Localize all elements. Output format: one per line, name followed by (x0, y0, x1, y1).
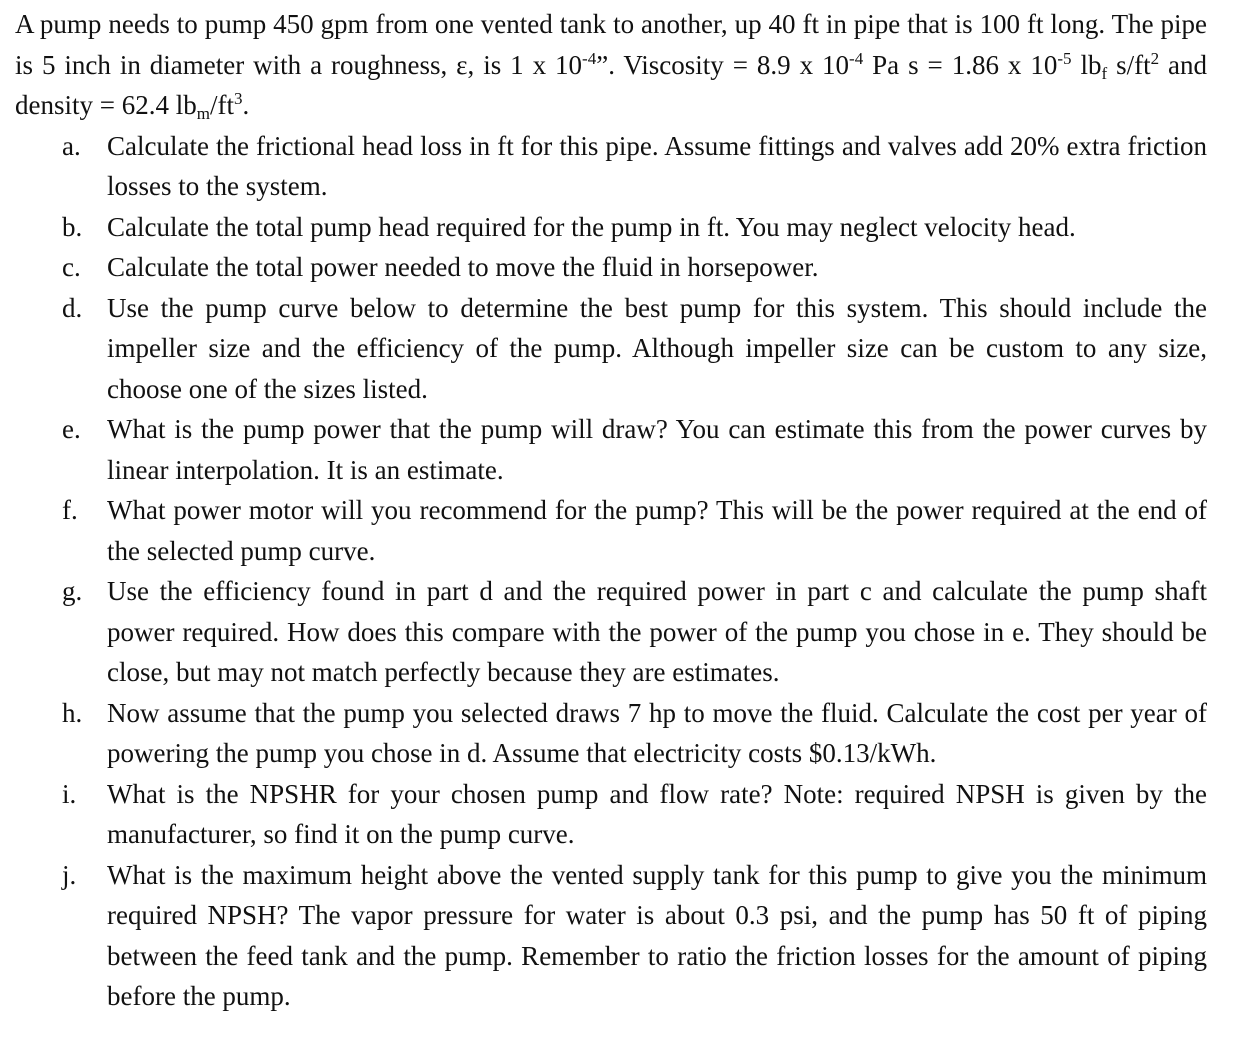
question-label: b. (62, 211, 83, 242)
intro-text: A pump needs to pump 450 gpm from one vented tank to another, up 40 ft in pipe that is 100 ft long. The pipe is 5 inch in diameter with a roughness, ε, is 1 x 10 (15, 9, 1207, 80)
question-item (15, 490, 1207, 571)
question-text: What is the pump power that the pump will draw? You can estimate this from the power curves by linear interpolation. It is an estimate. (107, 414, 1207, 485)
question-text: Calculate the total pump head required for the pump in ft. You may neglect velocity head. (107, 211, 1076, 242)
question-text: Calculate the total power needed to move the fluid in horsepower. (107, 252, 819, 282)
intro-text: /ft (209, 90, 234, 120)
question-item (15, 774, 1207, 855)
exponent: -4 (582, 48, 597, 68)
question-text: Calculate the frictional head loss in ft for this pipe. Assume fittings and valves add 20% extra friction losses to the system. (107, 130, 1207, 201)
exponent: -4 (849, 48, 864, 68)
question-item (15, 693, 1207, 774)
intro-text: lb (1071, 49, 1102, 80)
question-label: f. (62, 495, 78, 525)
exponent: 2 (1150, 48, 1160, 68)
question-item (15, 288, 1207, 410)
question-item (15, 126, 1207, 207)
question-text: What power motor will you recommend for the pump? This will be the power required at the end of the selected pump curve. (107, 495, 1207, 566)
question-label: i. (62, 778, 77, 809)
question-label: j. (62, 859, 77, 890)
question-item (15, 409, 1207, 490)
intro-text: Pa s = 1.86 x 10 (863, 49, 1058, 80)
problem-document (15, 4, 1207, 1017)
question-item (15, 207, 1207, 248)
subscript: f (1101, 63, 1108, 83)
question-text: Use the pump curve below to determine the best pump for this system. This should include the impeller size and the efficiency of the pump. Although impeller size can be custom to any size, choose one of the sizes listed. (107, 292, 1207, 404)
problem-statement (15, 4, 1207, 126)
question-item (15, 571, 1207, 693)
subscript: m (196, 104, 210, 123)
question-item (15, 247, 1207, 288)
exponent: -5 (1057, 48, 1072, 68)
question-text: Now assume that the pump you selected draws 7 hp to move the fluid. Calculate the cost per year of powering the pump you chose in d. Assume that electricity costs $0.13/kWh. (107, 697, 1207, 768)
intro-text: ”. Viscosity = 8.9 x 10 (596, 49, 850, 80)
question-text: Use the efficiency found in part d and the required power in part c and calculate the pump shaft power required. How does this compare with the power of the pump you chose in e. They should be close, but may not match perfectly because they are estimates. (107, 576, 1207, 687)
question-label: d. (62, 292, 83, 323)
question-item (15, 855, 1207, 1017)
exponent: 3 (233, 89, 243, 108)
question-label: c. (62, 252, 81, 282)
question-label: g. (62, 576, 83, 606)
intro-text: and density = 62.4 lb (15, 49, 1208, 120)
question-label: h. (62, 697, 83, 728)
intro-text: . (242, 90, 250, 120)
question-label: e. (62, 414, 81, 444)
intro-text: s/ft (1107, 49, 1151, 80)
question-text: What is the maximum height above the vented supply tank for this pump to give you the minimum required NPSH? The vapor pressure for water is about 0.3 psi, and the pump has 50 ft of piping between the feed tank and the pump. Remember to ratio the friction losses for the amount of piping before the pump. (107, 859, 1207, 1011)
question-list (15, 126, 1207, 1017)
question-text: What is the NPSHR for your chosen pump and flow rate? Note: required NPSH is given by the manufacturer, so find it on the pump curve. (107, 778, 1207, 849)
question-label: a. (62, 130, 81, 161)
